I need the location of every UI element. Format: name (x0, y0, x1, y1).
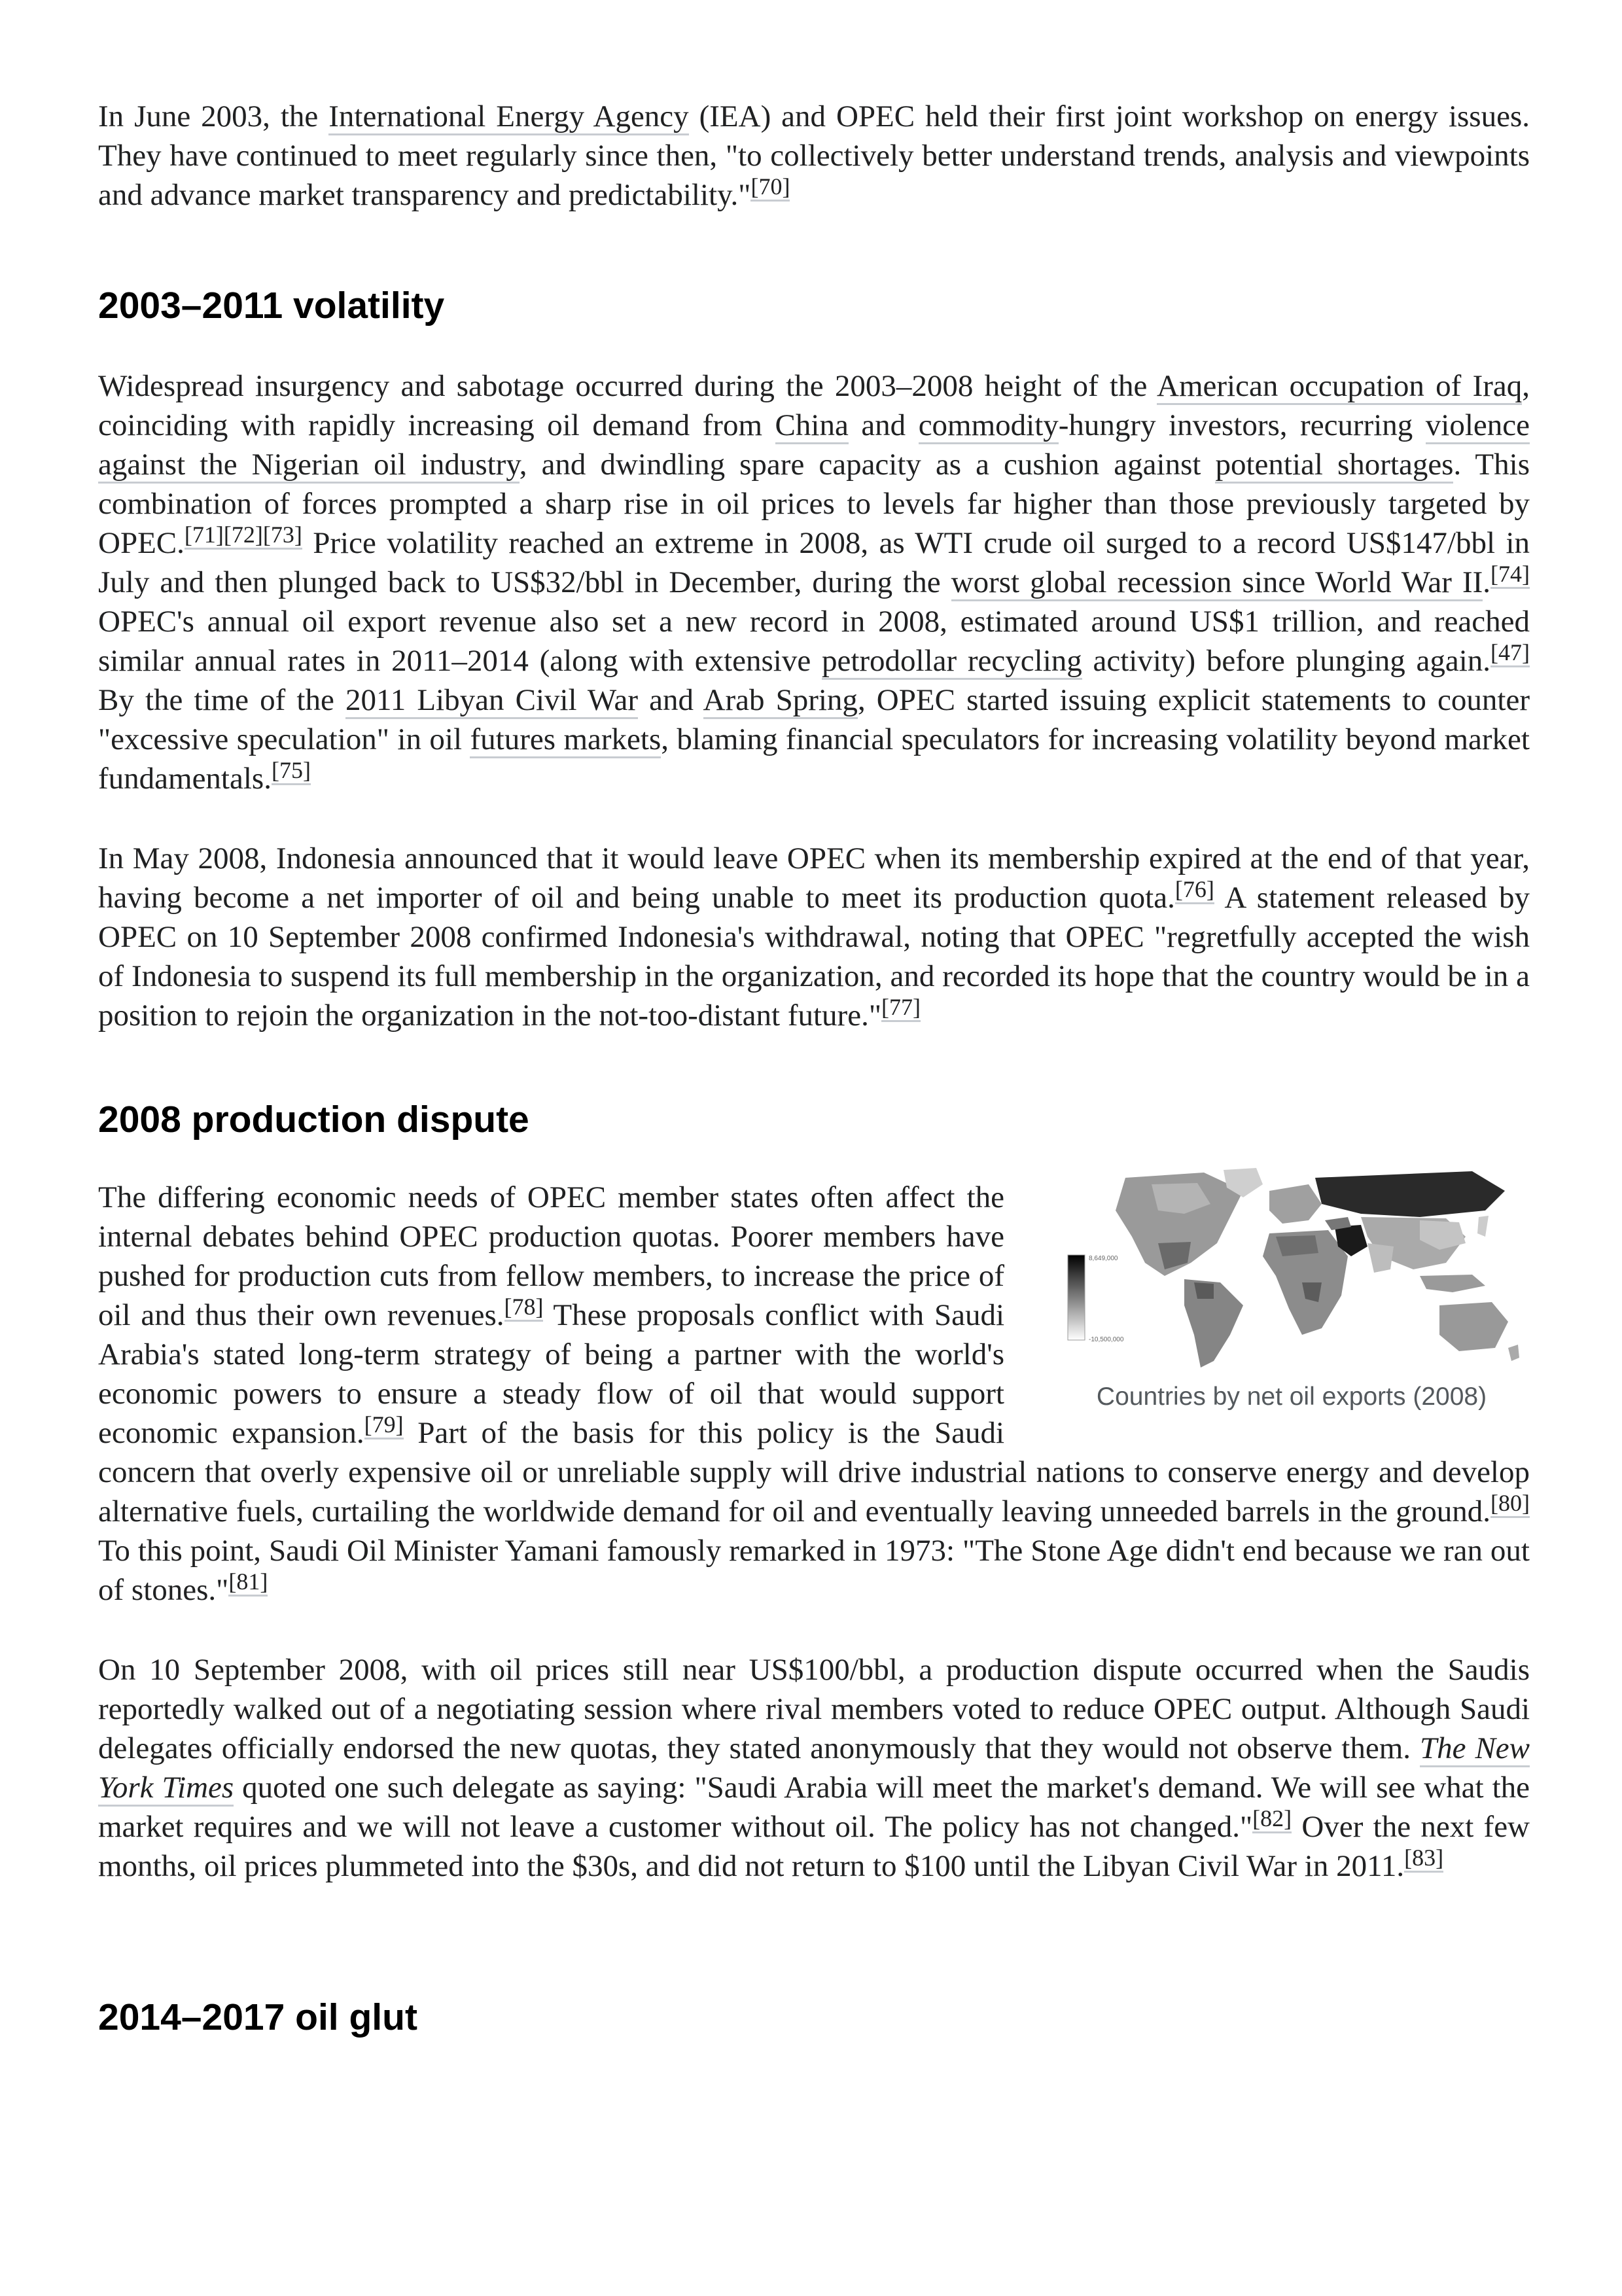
citation-72[interactable]: [72] (224, 521, 263, 550)
link-commodity[interactable]: commodity (919, 408, 1059, 444)
text: and (638, 683, 703, 717)
link-american-occupation-of-iraq[interactable]: American occupation of Iraq (1157, 369, 1522, 405)
dispute-paragraph-1 (98, 1178, 1530, 1610)
link-2011-libyan-civil-war[interactable]: 2011 Libyan Civil War (345, 683, 638, 719)
citation-73[interactable]: [73] (263, 521, 302, 550)
figure-caption: Countries by net oil exports (2008) (1096, 1383, 1487, 1411)
citation-77[interactable]: [77] (881, 994, 921, 1022)
text: (IEA) and OPEC held their first joint workshop on energy issues. They have continued to meet regularly since then, "to collectively better understand trends, analysis and viewpoints and advance market transparency and predictability." (98, 99, 1530, 212)
text: On 10 September 2008, with oil prices still near US$100/bbl, a production dispute occurred when the Saudis reportedly walked out of a negotiating session where rival members voted to reduce OPEC output. Although Saudi delegates officially endorsed the new quotas, they stated anonymously that they would not observe them. (98, 1653, 1530, 1765)
citation-78[interactable]: [78] (504, 1294, 544, 1322)
citation-82[interactable]: [82] (1252, 1805, 1292, 1833)
citation-47[interactable]: [47] (1490, 639, 1530, 667)
section-heading-oil-glut: 2014–2017 oil glut (98, 1996, 417, 2038)
legend-min-label: -10,500,000 (1089, 1336, 1124, 1343)
text: To this point, Saudi Oil Minister Yamani famously remarked in 1973: "The Stone Age didn't end because we ran out of stones." (98, 1534, 1530, 1607)
figure-float-spacer (1004, 1178, 1530, 1433)
text: , blaming financial speculators for increasing volatility beyond market fundamentals. (98, 722, 1530, 796)
link-potential-shortages[interactable]: potential shortages (1215, 448, 1453, 484)
text: In June 2003, the (98, 99, 329, 133)
dispute-paragraph-2 (98, 1650, 1530, 1886)
legend-max-label: 8,649,000 (1089, 1255, 1118, 1262)
text: activity) before plunging again. (1082, 644, 1491, 678)
intro-paragraph (98, 97, 1530, 215)
text: . This combination of forces prompted a sharp rise in oil prices to levels far higher than those previously targeted by OPEC. (98, 448, 1530, 560)
text: By the time of the (98, 683, 345, 717)
citation-80[interactable]: [80] (1490, 1490, 1530, 1518)
text: and (848, 408, 919, 442)
text: Price volatility reached an extreme in 2008, as WTI crude oil surged to a record US$147/bbl in July and then plunged back to US$32/bbl in December, during the (98, 526, 1530, 599)
text: , and dwindling spare capacity as a cushion against (519, 448, 1216, 482)
link-new-york-times[interactable]: The New York Times (98, 1731, 1530, 1807)
text: , coinciding with rapidly increasing oil demand from (98, 369, 1530, 442)
citation-79[interactable]: [79] (364, 1411, 404, 1439)
text: , OPEC started issuing explicit statements to counter "excessive speculation" in oil (98, 683, 1530, 756)
link-petrodollar-recycling[interactable]: petrodollar recycling (822, 644, 1082, 680)
link-arab-spring[interactable]: Arab Spring (703, 683, 858, 719)
link-china[interactable]: China (775, 408, 849, 444)
text: Widespread insurgency and sabotage occurred during the 2003–2008 height of the (98, 369, 1157, 403)
text: Part of the basis for this policy is the Saudi concern that overly expensive oil or unreliable supply will drive industrial nations to conserve energy and develop alternative fuels, curtailing the worldwide demand for oil and eventually leaving unneeded barrels in the ground. (98, 1416, 1530, 1528)
citation-83[interactable]: [83] (1404, 1845, 1443, 1873)
section-heading-volatility: 2003–2011 volatility (98, 285, 445, 327)
link-violence-nigerian-oil-industry[interactable]: violence against the Nigerian oil industry (98, 408, 1530, 484)
text: The differing economic needs of OPEC member states often affect the internal debates behind OPEC production quotas. Poorer members have pushed for production cuts from fellow members, to increase the price of oil and thus their own revenues. (98, 1180, 1004, 1332)
text: In May 2008, Indonesia announced that it would leave OPEC when its membership expired at the end of that year, having become a net importer of oil and being unable to meet its production quota. (98, 841, 1530, 915)
text: Over the next few months, oil prices plummeted into the $30s, and did not return to $100 until the Libyan Civil War in 2011. (98, 1810, 1530, 1883)
citation-70[interactable]: [70] (750, 173, 790, 202)
text: -hungry investors, recurring (1058, 408, 1426, 442)
citation-76[interactable]: [76] (1175, 876, 1214, 904)
text: A statement released by OPEC on 10 September 2008 confirmed Indonesia's withdrawal, noting that OPEC "regretfully accepted the wish of Indonesia to suspend its full membership in the organization, and recorded its hope that the country would be in a position to rejoin the organization in the not-too-distant future." (98, 881, 1530, 1033)
link-worst-global-recession[interactable]: worst global recession since World War II (951, 565, 1483, 601)
citation-81[interactable]: [81] (228, 1568, 268, 1597)
text: OPEC's annual oil export revenue also set a new record in 2008, estimated around US$1 trillion, and reached similar annual rates in 2011–2014 (along with extensive (98, 605, 1530, 678)
text: . (1483, 565, 1491, 599)
citation-71[interactable]: [71] (185, 521, 224, 550)
volatility-paragraph-1 (98, 366, 1530, 798)
citation-75[interactable]: [75] (272, 757, 311, 785)
text: These proposals conflict with Saudi Arabia's stated long-term strategy of being a partner with the world's economic powers to ensure a steady flow of oil that would support economic expansion. (98, 1298, 1004, 1450)
link-futures-markets[interactable]: futures markets (470, 722, 661, 758)
section-heading-production-dispute: 2008 production dispute (98, 1099, 529, 1140)
text: quoted one such delegate as saying: "Saudi Arabia will meet the market's demand. We will see what the market requires and we will not leave a customer without oil. The policy has not changed." (98, 1771, 1530, 1844)
link-international-energy-agency[interactable]: International Energy Agency (328, 99, 688, 135)
volatility-paragraph-2 (98, 839, 1530, 1035)
citation-74[interactable]: [74] (1490, 561, 1530, 589)
